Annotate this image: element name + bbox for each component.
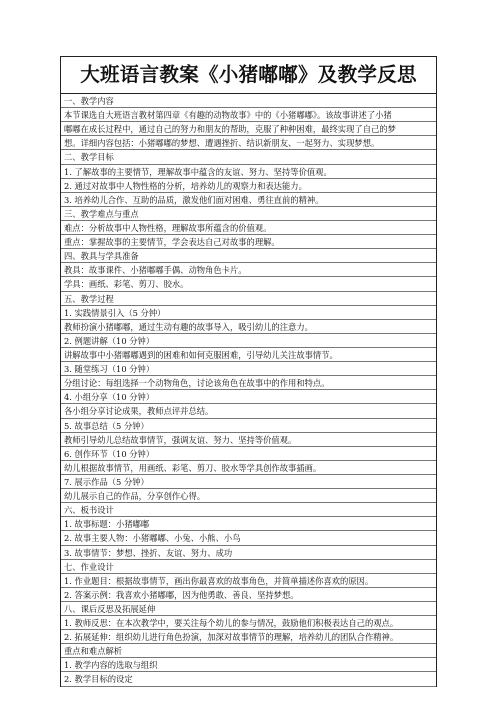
table-row: 4. 小组分享（10 分钟） (61, 390, 436, 404)
table-row: 2. 教学目标的设定 (61, 672, 436, 686)
table-row: 2. 拓展延伸：组织幼儿进行角色扮演，加深对故事情节的理解，培养幼儿的团队合作精神。 (61, 630, 436, 644)
table-row: 3. 培养幼儿合作、互助的品质，激发他们面对困难、勇往直前的精神。 (61, 193, 436, 207)
table-row: 2. 故事主要人物：小猪嘟嘟、小兔、小熊、小鸟 (61, 531, 436, 545)
table-row: 各小组分享讨论成果，教师点评并总结。 (61, 404, 436, 418)
table-row: 分组讨论：每组选择一个动物角色，讨论该角色在故事中的作用和特点。 (61, 376, 436, 390)
table-row: 一、教学内容 (61, 94, 436, 108)
table-row: 5. 故事总结（5 分钟） (61, 419, 436, 433)
table-row: 教师扮演小猪嘟嘟，通过生动有趣的故事导入，吸引幼儿的注意力。 (61, 320, 436, 334)
document-title: 大班语言教案《小猪嘟嘟》及教学反思 (61, 57, 436, 94)
table-row: 六、板书设计 (61, 503, 436, 517)
table-row: 学具：画纸、彩笔、剪刀、胶水。 (61, 277, 436, 291)
table-row: 1. 作业题目：根据故事情节，画出你最喜欢的故事角色，并简单描述你喜欢的原因。 (61, 574, 436, 588)
table-row: 1. 实践情景引入（5 分钟） (61, 306, 436, 320)
table-row: 2. 例题讲解（10 分钟） (61, 334, 436, 348)
table-row: 五、教学过程 (61, 292, 436, 306)
table-row: 本节课选自大班语言教材第四章《有趣的动物故事》中的《小猪嘟嘟》。该故事讲述了小猪 (61, 108, 436, 122)
table-row: 八、课后反思及拓展延伸 (61, 602, 436, 616)
table-row: 教具：故事课件、小猪嘟嘟手偶、动物角色卡片。 (61, 263, 436, 277)
table-row: 重点：掌握故事的主要情节，学会表达自己对故事的理解。 (61, 235, 436, 249)
table-row: 3. 故事情节：梦想、挫折、友谊、努力、成功 (61, 546, 436, 560)
table-row: 2. 答案示例：我喜欢小猪嘟嘟，因为他勇敢、善良、坚持梦想。 (61, 588, 436, 602)
table-row: 二、教学目标 (61, 150, 436, 164)
table-row: 四、教具与学具准备 (61, 249, 436, 263)
table-row: 1. 教学内容的选取与组织 (61, 658, 436, 672)
table-row: 1. 教师反思：在本次教学中，要关注每个幼儿的参与情况，鼓励他们积极表达自己的观点。 (61, 616, 436, 630)
table-row: 1. 了解故事的主要情节，理解故事中蕴含的友谊、努力、坚持等价值观。 (61, 165, 436, 179)
table-row: 3. 随堂练习（10 分钟） (61, 362, 436, 376)
table-row: 重点和难点解析 (61, 644, 436, 658)
table-row: 幼儿根据故事情节，用画纸、彩笔、剪刀、胶水等学具创作故事插画。 (61, 461, 436, 475)
lesson-plan-table (60, 56, 437, 687)
table-row: 教师引导幼儿总结故事情节，强调友谊、努力、坚持等价值观。 (61, 433, 436, 447)
content-rows (61, 94, 436, 687)
table-row: 想。详细内容包括：小猪嘟嘟的梦想、遭遇挫折、结识新朋友、一起努力、实现梦想。 (61, 136, 436, 150)
table-row: 6. 创作环节（10 分钟） (61, 447, 436, 461)
table-row: 1. 故事标题：小猪嘟嘟 (61, 517, 436, 531)
table-row: 七、作业设计 (61, 560, 436, 574)
table-row: 三、教学难点与重点 (61, 207, 436, 221)
table-row: 嘟嘟在成长过程中，通过自己的努力和朋友的帮助，克服了种种困难，最终实现了自己的梦 (61, 122, 436, 136)
table-row: 幼儿展示自己的作品，分享创作心得。 (61, 489, 436, 503)
table-row: 7. 展示作品（5 分钟） (61, 475, 436, 489)
table-row: 难点：分析故事中人物性格，理解故事所蕴含的价值观。 (61, 221, 436, 235)
table-row: 讲解故事中小猪嘟嘟遇到的困难和如何克服困难，引导幼儿关注故事情节。 (61, 348, 436, 362)
table-row: 2. 通过对故事中人物性格的分析，培养幼儿的观察力和表达能力。 (61, 179, 436, 193)
